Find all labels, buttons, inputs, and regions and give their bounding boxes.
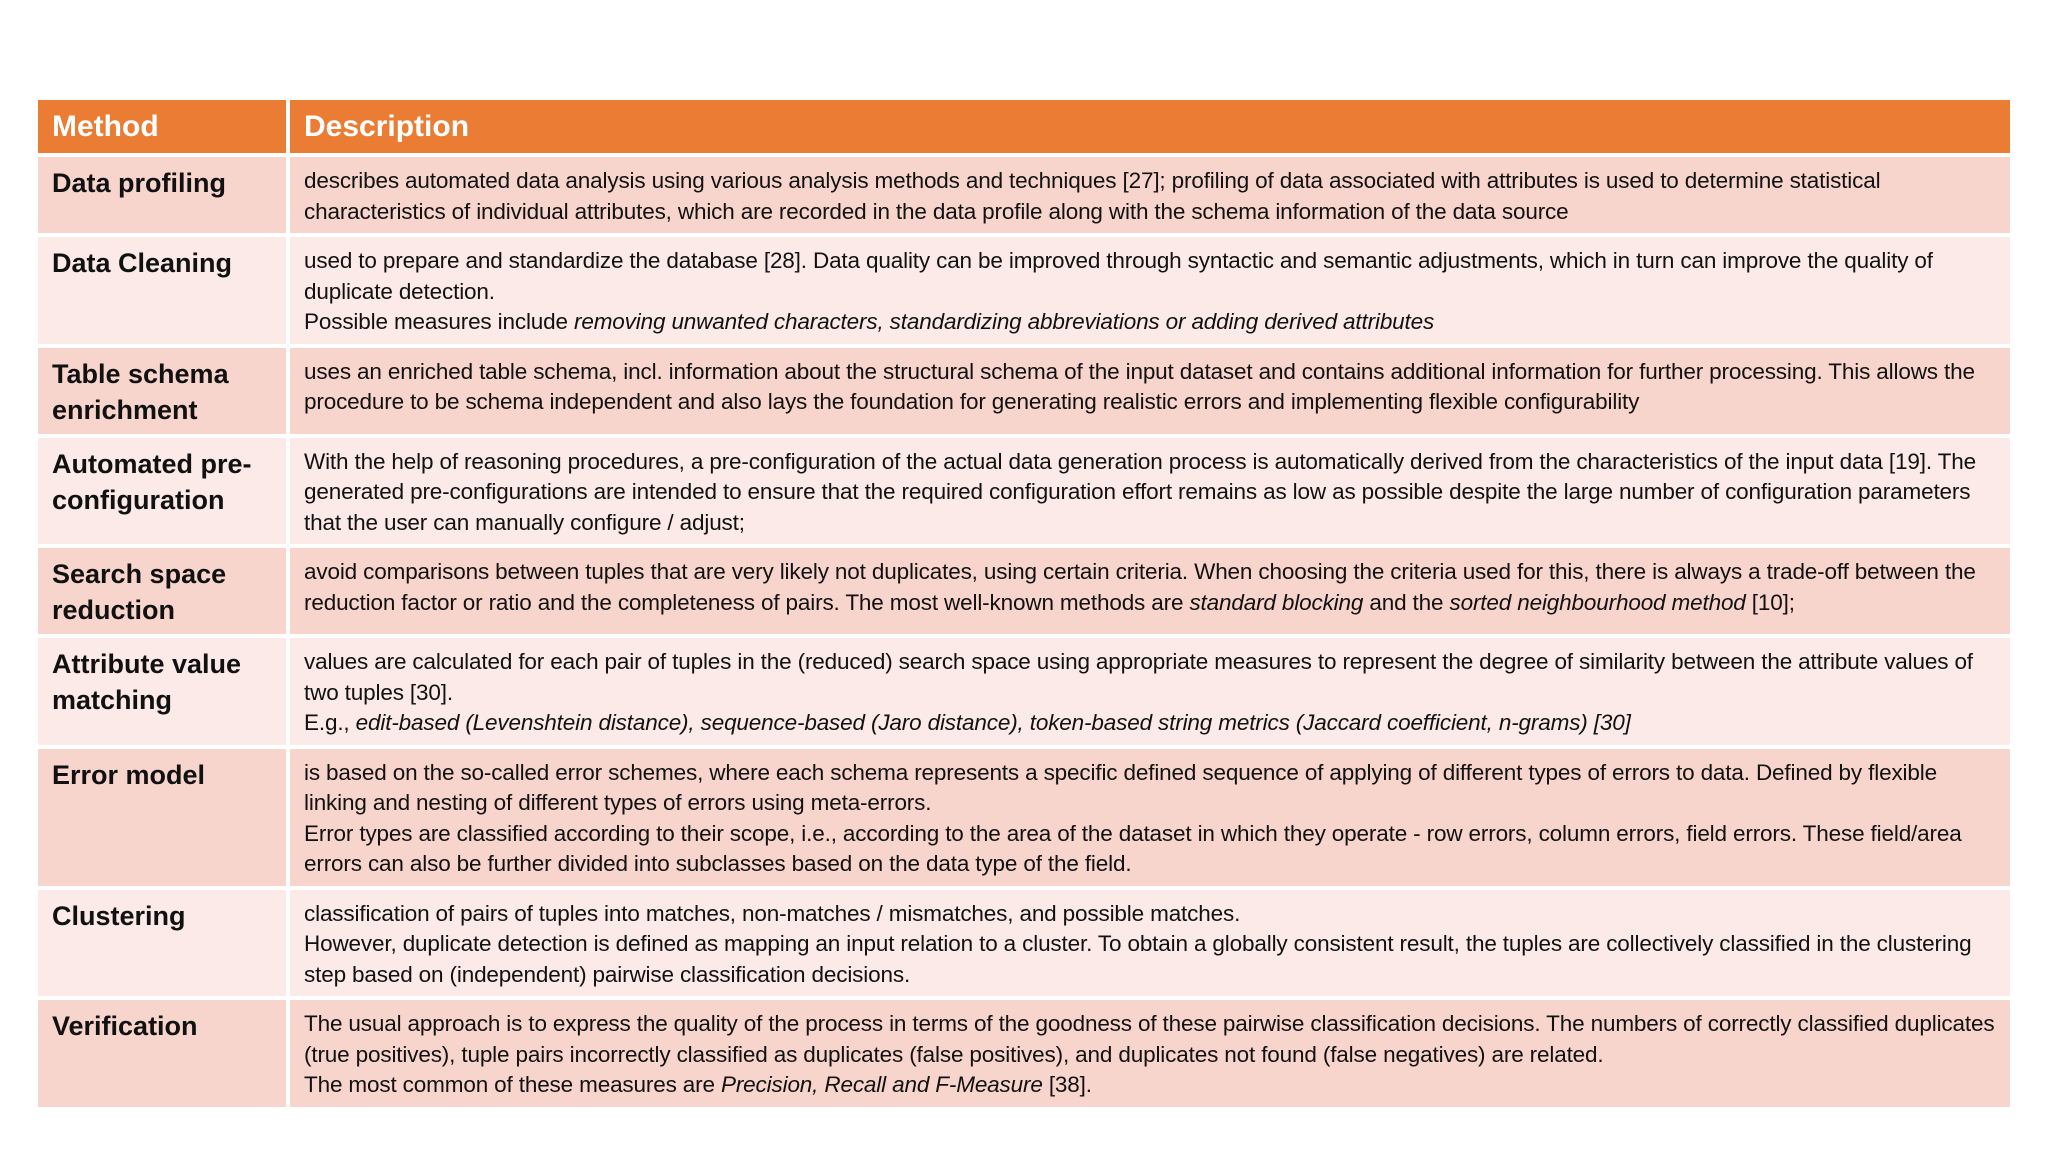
description-paragraph bbox=[304, 819, 1996, 880]
description-paragraph bbox=[304, 899, 1996, 930]
description-text: and the bbox=[1363, 589, 1450, 615]
method-column-header: Method bbox=[38, 100, 288, 155]
method-name-cell: Attribute value matching bbox=[38, 636, 288, 747]
table-row bbox=[38, 636, 2010, 747]
methods-table bbox=[38, 100, 2010, 1111]
method-description-cell bbox=[288, 235, 2010, 346]
description-text: describes automated data analysis using various analysis methods and techniques [27]; profiling of data associated with attributes is used to determine statistical characteristics of individual attributes, which are recorded in the data profile along with the schema information of the data source bbox=[304, 168, 1881, 224]
table-row bbox=[38, 998, 2010, 1109]
description-text: E.g., bbox=[304, 710, 356, 735]
description-paragraph bbox=[304, 929, 1996, 990]
method-description-cell bbox=[288, 998, 2010, 1109]
table-header-row bbox=[38, 100, 2010, 155]
method-description-cell bbox=[288, 155, 2010, 235]
description-text: Error types are classified according to their scope, i.e., according to the area of the dataset in which they operate - row errors, column errors, field errors. These field/area errors can also be further divided into subclasses based on the data type of the field. bbox=[304, 820, 1962, 876]
method-description-cell bbox=[288, 888, 2010, 999]
description-paragraph bbox=[304, 1009, 1996, 1070]
description-paragraph bbox=[304, 557, 1996, 618]
table-row bbox=[38, 155, 2010, 235]
method-name-cell: Error model bbox=[38, 747, 288, 888]
methods-table-container bbox=[38, 100, 2010, 1111]
method-description-cell bbox=[288, 346, 2010, 436]
method-name-cell: Verification bbox=[38, 998, 288, 1109]
description-text: However, duplicate detection is defined as mapping an input relation to a cluster. To obtain a globally consistent result, the tuples are collectively classified in the clustering step based on (independent) pairwise classification decisions. bbox=[304, 931, 1972, 987]
description-text: values are calculated for each pair of tuples in the (reduced) search space using appropriate measures to represent the degree of similarity between the attribute values of two tuples [30]. bbox=[304, 649, 1973, 705]
description-paragraph bbox=[304, 357, 1996, 418]
description-italic-text: removing unwanted characters, standardizing abbreviations or adding derived attributes bbox=[574, 309, 1435, 334]
description-text: The most common of these measures are bbox=[304, 1072, 721, 1097]
table-row bbox=[38, 888, 2010, 999]
table-row bbox=[38, 235, 2010, 346]
description-italic-text: sorted neighbourhood method bbox=[1449, 589, 1746, 615]
table-row bbox=[38, 436, 2010, 547]
description-italic-text: standard blocking bbox=[1189, 589, 1364, 615]
description-paragraph bbox=[304, 447, 1996, 539]
method-name-cell: Automated pre-configuration bbox=[38, 436, 288, 547]
description-italic-text: edit-based (Levenshtein distance), sequence-based (Jaro distance), token-based string metrics (Jaccard coefficient, n-grams) [30] bbox=[355, 710, 1631, 735]
table-row bbox=[38, 546, 2010, 636]
method-name-cell: Data Cleaning bbox=[38, 235, 288, 346]
description-paragraph bbox=[304, 166, 1996, 227]
table-row bbox=[38, 346, 2010, 436]
method-description-cell bbox=[288, 747, 2010, 888]
description-italic-text: Precision, Recall and F-Measure bbox=[720, 1072, 1043, 1097]
method-name-cell: Search space reduction bbox=[38, 546, 288, 636]
method-name-cell: Clustering bbox=[38, 888, 288, 999]
description-text: [38]. bbox=[1042, 1072, 1092, 1097]
description-text: Possible measures include bbox=[304, 309, 574, 334]
description-text: The usual approach is to express the quality of the process in terms of the goodness of these pairwise classification decisions. The numbers of correctly classified duplicates (true positives), tuple pairs incorrectly classified as duplicates (false positives), and duplicates not found (false negatives) are related. bbox=[304, 1011, 1995, 1067]
table-body bbox=[38, 155, 2010, 1109]
description-text: is based on the so-called error schemes, where each schema represents a specific defined sequence of applying of different types of errors to data. Defined by flexible linking and nesting of different types of errors using meta-errors. bbox=[304, 759, 1937, 815]
description-text: uses an enriched table schema, incl. information about the structural schema of the input dataset and contains additional information for further processing. This allows the procedure to be schema independent and also lays the foundation for generating realistic errors and implementing flexible configurability bbox=[304, 358, 1975, 414]
method-description-cell bbox=[288, 436, 2010, 547]
description-column-header: Description bbox=[288, 100, 2010, 155]
description-paragraph bbox=[304, 307, 1996, 338]
method-name-cell: Data profiling bbox=[38, 155, 288, 235]
description-paragraph bbox=[304, 708, 1996, 739]
method-description-cell bbox=[288, 546, 2010, 636]
method-name-cell: Table schema enrichment bbox=[38, 346, 288, 436]
description-text: avoid comparisons between tuples that are very likely not duplicates, using certain criteria. When choosing the criteria used for this, there is always a trade-off between the reduction factor or ratio and the completeness of pairs. The most well-known methods are bbox=[304, 559, 1976, 615]
description-text: With the help of reasoning procedures, a pre-configuration of the actual data generation process is automatically derived from the characteristics of the input data [19]. The generated pre-configurations are intended to ensure that the required configuration effort remains as low as possible despite the large number of configuration parameters that the user can manually configure / adjust; bbox=[304, 448, 1976, 535]
description-text: classification of pairs of tuples into matches, non-matches / mismatches, and possible matches. bbox=[304, 900, 1241, 926]
description-text: [10]; bbox=[1745, 589, 1795, 615]
description-text: used to prepare and standardize the database [28]. Data quality can be improved through syntactic and semantic adjustments, which in turn can improve the quality of duplicate detection. bbox=[304, 248, 1933, 304]
description-paragraph bbox=[304, 647, 1996, 708]
method-description-cell bbox=[288, 636, 2010, 747]
description-paragraph bbox=[304, 758, 1996, 819]
description-paragraph bbox=[304, 246, 1996, 307]
table-row bbox=[38, 747, 2010, 888]
description-paragraph bbox=[304, 1070, 1996, 1101]
